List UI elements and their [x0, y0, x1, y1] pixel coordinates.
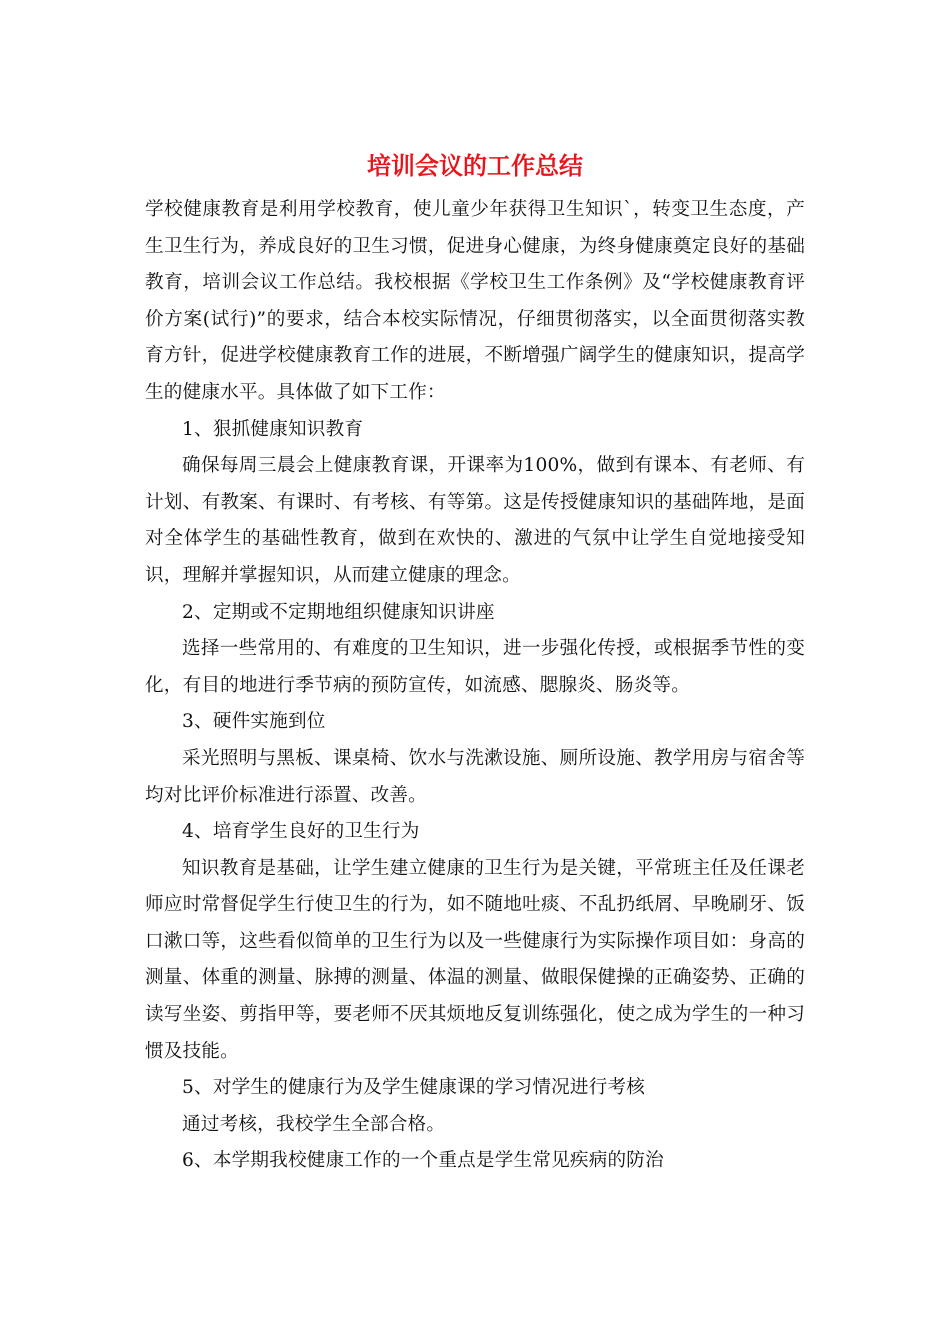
heading-item-3: 3、硬件实施到位 [182, 711, 326, 733]
paragraph-item-1: 确保每周三晨会上健康教育课，开课率为100%，做到有课本、有老师、有计划、有教案、有课时、有考核、有等第。这是传授健康知识的基础阵地，是面对全体学生的基础性教育，做到在欢快的、激进的气氛中让学生自觉地接受知识，理解并掌握知识，从而建立健康的理念。 [145, 455, 805, 586]
heading-item-1: 1、狠抓健康知识教育 [182, 418, 364, 440]
paragraph-item-2: 选择一些常用的、有难度的卫生知识，进一步强化传授，或根据季节性的变化，有目的地进行季节病的预防宣传，如流感、腮腺炎、肠炎等。 [145, 638, 805, 696]
paragraph-item-4: 知识教育是基础，让学生建立健康的卫生行为是关键，平常班主任及任课老师应时常督促学生行使卫生的行为，如不随地吐痰、不乱扔纸屑、早晚刷牙、饭口漱口等，这些看似简单的卫生行为以及一些健康行为实际操作项目如：身高的测量、体重的测量、脉搏的测量、体温的测量、做眼保健操的正确姿势、正确的读写坐姿、剪指甲等，要老师不厌其烦地反复训练强化，使之成为学生的一种习惯及技能。 [145, 857, 805, 1062]
heading-item-2: 2、定期或不定期地组织健康知识讲座 [182, 601, 495, 623]
heading-item-4: 4、培育学生良好的卫生行为 [182, 821, 420, 843]
paragraph-item-3: 采光照明与黑板、课桌椅、饮水与洗漱设施、厕所设施、教学用房与宿舍等均对比评价标准进行添置、改善。 [145, 747, 805, 806]
document-body [145, 192, 805, 1180]
paragraph-intro: 学校健康教育是利用学校教育，使儿童少年获得卫生知识`，转变卫生态度，产生卫生行为，养成良好的卫生习惯，促进身心健康，为终身健康奠定良好的基础教育，培训会议工作总结。我校根据《学校卫生工作条例》及“学校健康教育评价方案(试行)”的要求，结合本校实际情况，仔细贯彻落实，以全面贯彻落实教育方针，促进学校健康教育工作的进展，不断增强广阔学生的健康知识，提高学生的健康水平。具体做了如下工作： [145, 199, 805, 403]
heading-item-6: 6、本学期我校健康工作的一个重点是学生常见疾病的防治 [182, 1150, 664, 1172]
heading-item-5: 5、对学生的健康行为及学生健康课的学习情况进行考核 [182, 1077, 646, 1099]
paragraph-item-5: 通过考核，我校学生全部合格。 [182, 1113, 446, 1135]
document-title: 培训会议的工作总结 [367, 151, 583, 180]
